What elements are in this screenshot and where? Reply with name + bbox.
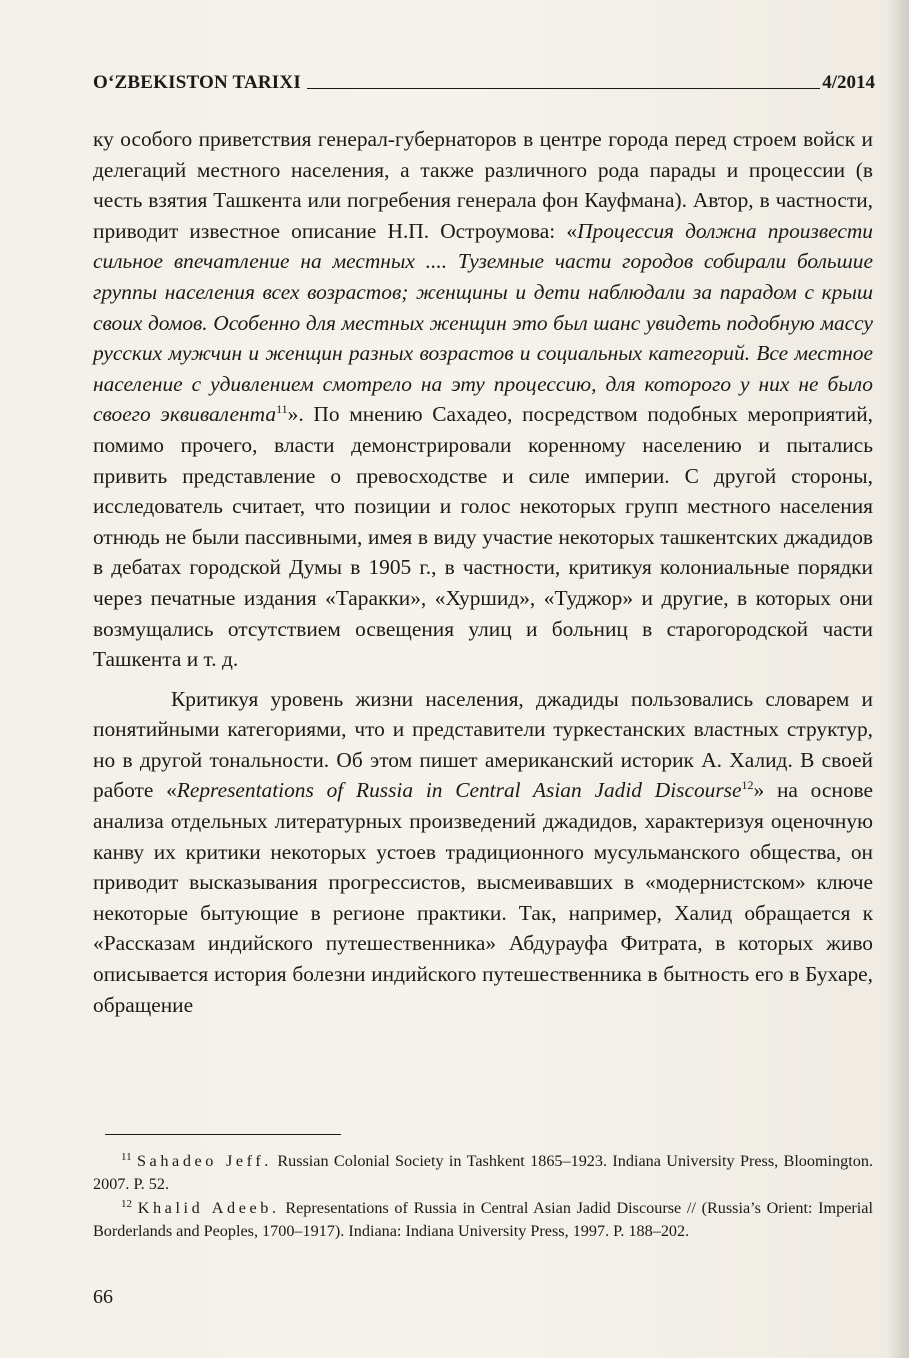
footnote-text: Representations of Russia in Central Asian Jadid Discourse // (Russia’s Orient: Imperial Borderlands and Peoples, 1700–1917). Indiana: Indiana University Press, 1997. P. 188–202. [93,1198,873,1241]
book-spine-shadow [887,0,909,1358]
footnote-author: Khalid Adeeb. [137,1198,280,1217]
paragraph-1-text-a: ку особого приветствия генерал-губернаторов в центре города перед строем войск и делегаций местного населения, а также различного рода парады и процессии (в честь взятия Ташкента или погребения генерала фон Кауфмана). Автор, в частности, приводит известное описание Н.П. Остроумова: « [93,127,873,243]
ostroumov-quote: Процессия должна произвести сильное впечатление на местных .... Туземные части городов собирали большие группы населения всех возрастов; женщины и дети наблюдали за парадом с крыш своих домов. Особенно для местных женщин это был шанс увидеть подобную массу русских мужчин и женщин разных возрастов и социальных категорий. Все местное население с удивлением смотрело на эту процессию, для которого у них не было своего эквивалента [93,218,873,427]
footnote-separator [105,1134,341,1135]
journal-title: O‘ZBEKISTON TARIXI [93,72,301,93]
paragraph-2-text-b: » на основе анализа отдельных литературных произведений джадидов, характеризуя оценочную канву их критики некоторых устоев традиционного мусульманского общества, он приводит высказывания прогрессистов, высмеивавших в «модернистском» ключе некоторые бытующие в регионе практики. Так, например, Халид обращается к «Рассказам индийского путешественника» Абдурауфа Фитрата, в которых живо описывается история болезни индийского путешественника в бытность его в Бухаре, обращение [93,778,874,1017]
footnote-11 [93,1150,873,1197]
paragraph-1 [93,124,873,675]
body-text [93,124,873,1020]
header-rule [307,88,820,89]
work-title: Representations of Russia in Central Asian Jadid Discourse [176,778,742,803]
footnotes [93,1150,873,1244]
paragraph-2 [93,684,873,1021]
footnote-author: Sahadeo Jeff. [136,1152,272,1170]
footnote-12 [93,1197,873,1244]
footnote-number: 11 [121,1151,132,1163]
footnote-ref-11[interactable]: 11 [276,402,288,417]
issue-number: 4/2014 [822,72,875,93]
footnote-text: Russian Colonial Society in Tashkent 1865–1923. Indiana University Press, Bloomington. 2007. P. 52. [93,1152,874,1194]
footnote-number: 12 [121,1197,132,1210]
page-number: 66 [93,1286,113,1308]
paragraph-1-text-b: ». По мнению Сахадео, посредством подобных мероприятий, помимо прочего, власти демонстрировали коренному населению и пытались привить представление о превосходстве и силе империи. С другой стороны, исследователь считает, что позиции и голос некоторых групп местного населения отнюдь не были пассивными, имея в виду участие некоторых ташкентских джадидов в дебатах городской Думы в 1905 г., в частности, критикуя колониальные порядки через печатные издания «Таракки», «Хуршид», «Туджор» и другие, в которых они возмущались отсутствием освещения улиц и больниц в старогородской части Ташкента и т. д. [93,402,873,672]
paragraph-2-text-a: Критикуя уровень жизни населения, джадиды пользовались словарем и понятийными категориями, что и представители туркестанских властных структур, но в другой тональности. Об этом пишет американский историк А. Халид. В своей работе « [93,686,873,803]
running-header [93,64,875,94]
footnote-ref-12[interactable]: 12 [741,778,754,793]
